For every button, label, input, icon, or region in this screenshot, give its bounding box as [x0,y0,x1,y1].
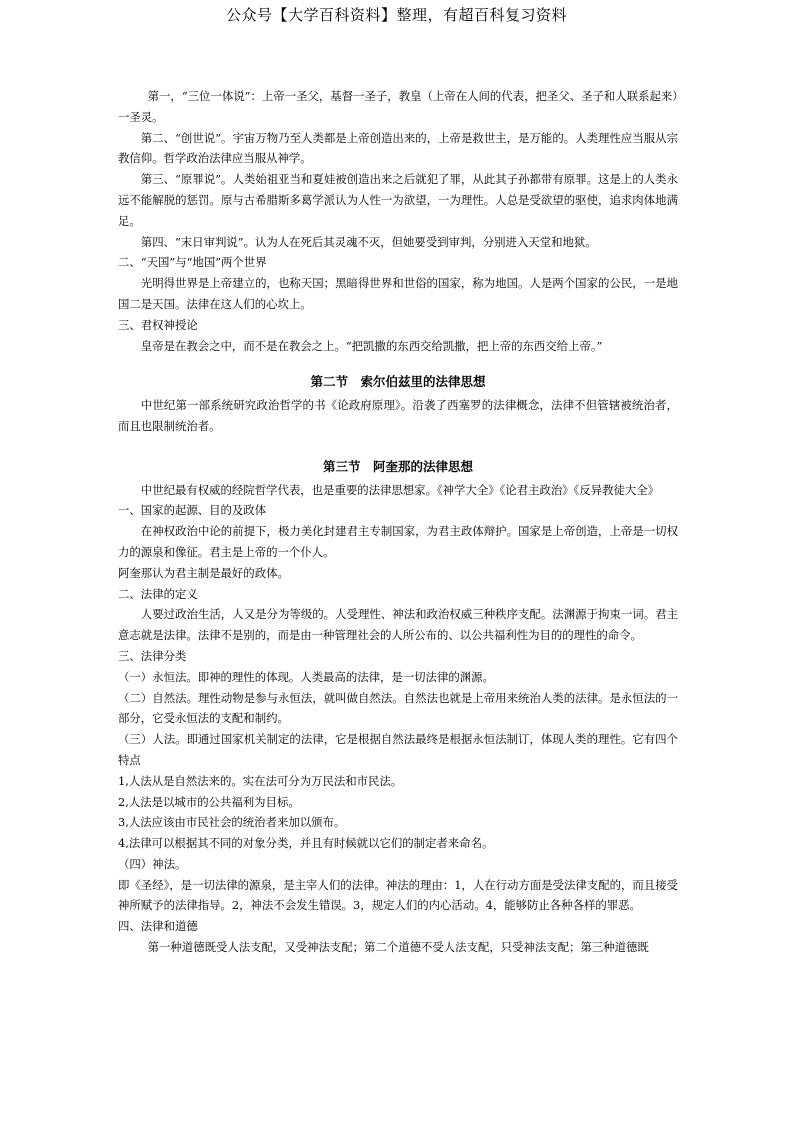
paragraph-human-law: （三）人法。即通过国家机关制定的法律，它是根据自然法最终是根据永恒法制订，体现人类的理性。它有四个特点 [118,732,678,767]
paragraph-divine-right: 皇帝是在教会之中，而不是在教会之上。“把凯撒的东西交给凯撒，把上帝的东西交给上帝。” [140,338,603,353]
section-heading-law-morality: 四、法律和道德 [118,919,198,934]
list-item-human-law-4: 4,法律可以根据其不同的对象分类，并且有时候就以它们的制定者来命名。 [118,836,494,851]
paragraph-judgment: 第四、“末日审判说”。认为人在死后其灵魂不灭，但她要受到审判，分别进入天堂和地狱。 [140,234,597,249]
paragraph-divine-law-heading: （四）神法。 [118,856,187,871]
list-item-human-law-3: 3,人法应该由市民社会的统治者来加以颁布。 [118,815,346,830]
paragraph-natural-law: （二）自然法。理性动物是参与永恒法，就叫做自然法。自然法也就是上帝用来统治人类的法律。是永恒法的一部分，它受永恒法的支配和制约。 [118,690,678,726]
paragraph-original-sin: 第三、“原罪说”。人类始祖亚当和夏娃被创造出来之后就犯了罪，从此其子孙都带有原罪。这是上的人类永远不能解脱的惩罚。原与古希腊斯多葛学派认为人性一为欲望，一为理性。人总是受欲望的驱使，追求肉体地满足。 [118,172,678,228]
paragraph-trinity: 第一，“三位一体说”：上帝一圣父，基督一圣子，教皇（上帝在人间的代表，把圣父、圣子和人联系起来）一圣灵。 [118,89,678,124]
section-heading-law-classification: 三、法律分类 [118,648,187,663]
paragraph-divine-law: 即《圣经》，是一切法律的源泉，是主宰人们的法律。神法的理由：1，人在行动方面是受法律支配的，而且接受神所赋予的法律指导。2，神法不会发生错误。3，规定人们的内心活动。4，能够防止各种各样的罪恶。 [118,877,678,913]
paragraph-law-definition: 人要过政治生活，人又是分为等级的。人受理性、神法和政治权威三种秩序支配。法渊源于拘束一词。君主意志就是法律。法律不是别的，而是由一种管理社会的人所公布的、以公共福利性为目的的理性的命令。 [118,607,678,643]
section-heading-state-origin: 一、国家的起源、目的及政体 [118,503,267,518]
paragraph-two-worlds: 光明得世界是上帝建立的，也称天国；黑暗得世界和世俗的国家，称为地国。人是两个国家的公民，一是地国二是天国。法律在这人们的心坎上。 [118,276,678,311]
chapter-heading-section-2: 第二节 索尔伯兹里的法律思想 [310,374,486,390]
list-item-human-law-1: 1,人法从是自然法来的。实在法可分为万民法和市民法。 [118,773,403,788]
page-header: 公众号【大学百科资料】整理，有超百科复习资料 [225,6,567,24]
paragraph-monarchy: 阿奎那认为君主制是最好的政体。 [118,565,289,580]
section-heading-divine-right: 三、君权神授论 [118,317,198,332]
section-heading-law-definition: 二、法律的定义 [118,586,198,601]
list-item-human-law-2: 2,人法是以城市的公共福利为目标。 [118,794,300,809]
paragraph-aquinas-intro: 中世纪最有权威的经院哲学代表，也是重要的法律思想家。《神学大全》《论君主政治》《反异教徒大全》 [140,482,660,497]
chapter-heading-section-3: 第三节 阿奎那的法律思想 [322,458,473,474]
paragraph-creation: 第二、“创世说”。宇宙万物乃至人类都是上帝创造出来的，上帝是救世主，是万能的。人类理性应当服从宗教信仰。哲学政治法律应当服从神学。 [118,130,678,166]
paragraph-eternal-law: （一）永恒法。即神的理性的体现。人类最高的法律，是一切法律的渊源。 [118,669,494,684]
paragraph-state-origin: 在神权政治中论的前提下，极力美化封建君主专制国家，为君主政体辩护。国家是上帝创造，上帝是一切权力的源泉和像征。君主是上帝的一个仆人。 [118,524,678,559]
document-body [118,86,678,958]
paragraph-section-2: 中世纪第一部系统研究政治哲学的书《论政府原理》。沿袭了西塞罗的法律概念，法律不但管辖被统治者，而且也限制统治者。 [118,398,678,433]
section-heading-two-worlds: 二、“天国”与“地国”两个世界 [118,255,267,270]
paragraph-law-morality: 第一种道德既受人法支配，又受神法支配；第二个道德不受人法支配，只受神法支配；第三种道德既 [147,940,649,955]
